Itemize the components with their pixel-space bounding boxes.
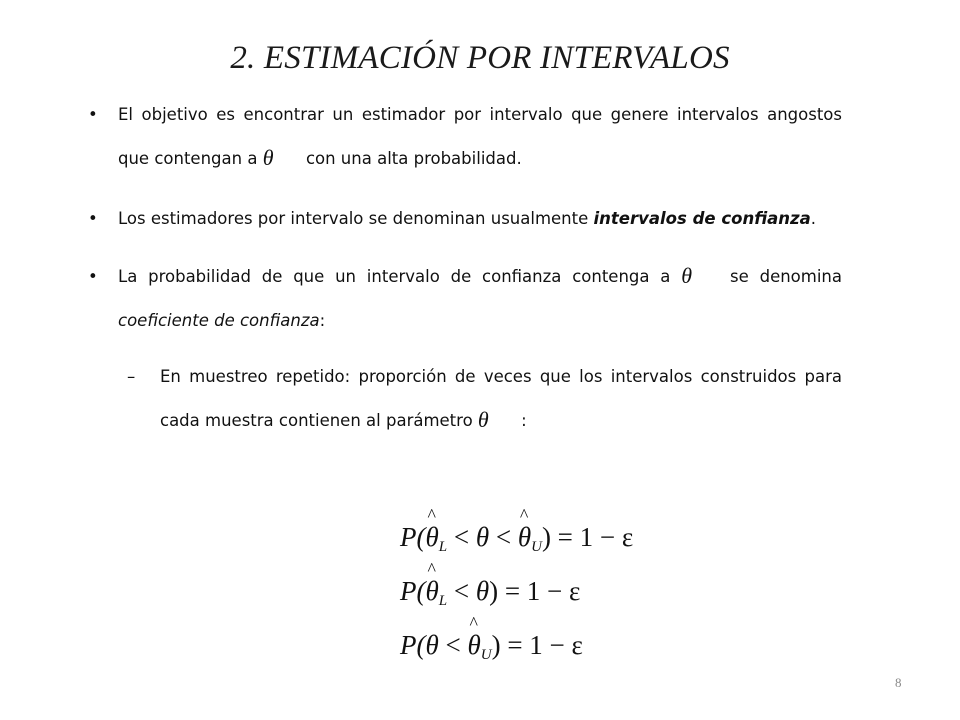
formula-p: P( (400, 630, 426, 660)
bullet-text: se denomina (730, 267, 843, 286)
theta-hat: ^ θ (425, 564, 438, 618)
bullet-text: : (319, 311, 326, 330)
formula-p: P( (400, 576, 426, 606)
subscript-u: U (480, 647, 492, 663)
bullet-estimators (88, 197, 842, 241)
page-number: 8 (895, 675, 902, 690)
theta-hat: ^ θ (518, 510, 531, 564)
formula-upper (400, 618, 760, 672)
formula-two-sided (400, 510, 760, 564)
theta-symbol: θ (425, 630, 439, 660)
formula-less-than: < (438, 630, 468, 660)
bullet-text: . (810, 209, 817, 228)
sub-bullet-text: : (521, 411, 527, 430)
theta-symbol: θ (477, 407, 489, 432)
bullet-marker: • (88, 267, 98, 286)
subscript-u: U (531, 539, 542, 555)
theta-hat: ^ θ (467, 618, 480, 672)
sub-bullet-repeated-sampling (127, 355, 842, 443)
bullet-text: El objetivo es encontrar un estimador por intervalo que genere intervalos angostos que contengan a (118, 105, 842, 168)
bullet-marker: • (88, 209, 98, 228)
emphasis-term: intervalos de confianza (593, 209, 811, 228)
formula-less-than: < (489, 522, 518, 552)
formula-rhs: ) = 1 − ε (541, 522, 634, 552)
emphasis-term: coeficiente de confianza (118, 311, 320, 330)
sub-bullet-text: En muestreo repetido: proporción de veces que los intervalos construidos para cada muestra contienen al parámetro (160, 367, 842, 430)
theta-symbol: θ (262, 145, 274, 170)
theta-hat: ^ θ (425, 510, 438, 564)
bullet-objective (88, 93, 842, 181)
theta-symbol: θ (681, 263, 693, 288)
bullet-text: con una alta probabilidad. (305, 149, 522, 168)
formula-lower (400, 564, 760, 618)
subscript-l: L (438, 539, 448, 555)
formula-rhs: ) = 1 − ε (489, 576, 581, 606)
bullet-probability (88, 255, 843, 343)
slide-title: 2. ESTIMACIÓN POR INTERVALOS (230, 40, 730, 76)
bullet-text: La probabilidad de que un intervalo de confianza contenga a (118, 267, 671, 286)
formula-less-than: < (447, 522, 476, 552)
theta-symbol: θ (475, 522, 490, 552)
bullet-text: Los estimadores por intervalo se denominan usualmente (118, 209, 589, 228)
subscript-l: L (438, 593, 448, 609)
bullet-marker: • (88, 105, 98, 124)
formula-p: P( (400, 522, 426, 552)
formula-block (400, 510, 760, 672)
formula-rhs: ) = 1 − ε (491, 630, 583, 660)
sub-bullet-marker: – (127, 367, 136, 386)
formula-less-than: < (447, 576, 476, 606)
theta-symbol: θ (475, 576, 490, 606)
